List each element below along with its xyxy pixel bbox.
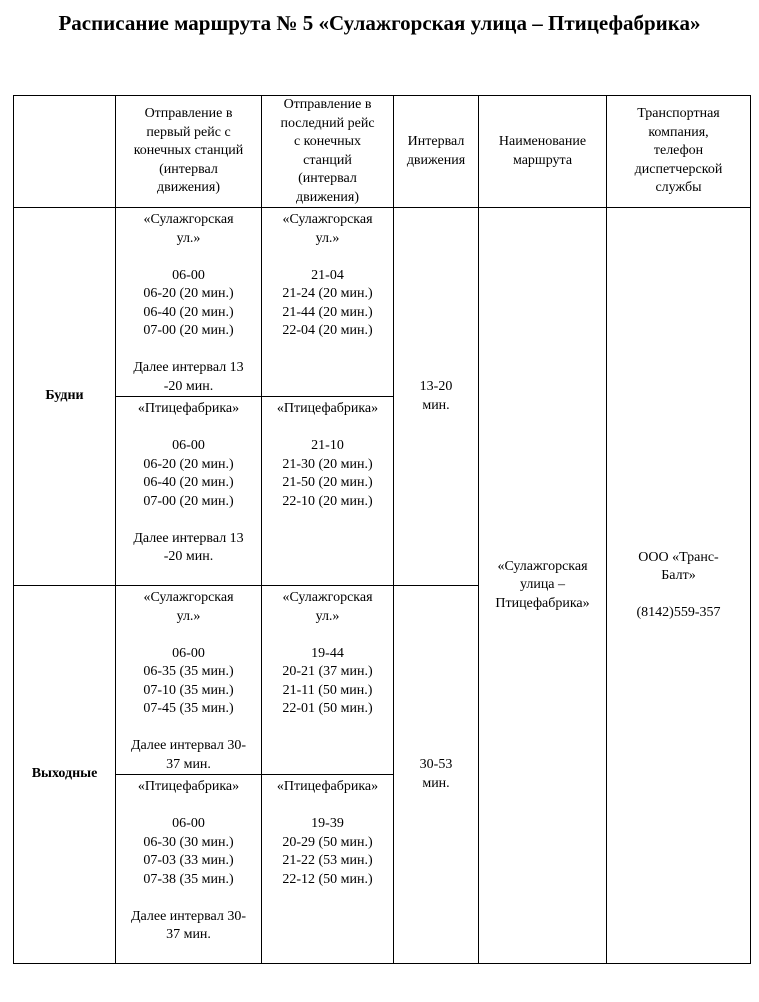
text-line: Птицефабрика» xyxy=(495,595,590,611)
text-line: движения xyxy=(406,152,466,168)
weekdays-stop1-first xyxy=(116,208,262,397)
text-line: Балт» xyxy=(661,568,696,583)
interval-note: Далее интервал 30- xyxy=(130,908,247,924)
header-company xyxy=(607,96,751,208)
departure-time: 07-38 (35 мин.) xyxy=(143,871,234,887)
departure-time: 19-39 xyxy=(311,816,344,831)
text-line: 13-20 xyxy=(419,379,453,394)
departure-time: 07-03 (33 мин.) xyxy=(143,853,234,868)
departure-time: 06-00 xyxy=(172,816,205,831)
departure-time: 21-30 (20 мин.) xyxy=(282,456,373,472)
departure-time: 21-24 (20 мин.) xyxy=(282,286,373,301)
interval-note: 37 мин. xyxy=(166,756,211,772)
text-line: ООО «Транс- xyxy=(638,549,719,565)
text-line: конечных станций xyxy=(133,143,244,159)
interval-note: -20 мин. xyxy=(163,378,214,394)
stop-name: «Сулажгорская xyxy=(282,590,373,605)
departure-time: 20-29 (50 мин.) xyxy=(282,834,373,850)
departure-time: 06-00 xyxy=(172,438,205,453)
weekdays-stop1-last xyxy=(262,208,394,397)
header-last-departure xyxy=(262,96,394,208)
page-title: Расписание маршрута № 5 «Сулажгорская улица – Птицефабрика» xyxy=(58,11,701,35)
stop-name: «Птицефабрика» xyxy=(276,779,379,794)
departure-time: 06-35 (35 мин.) xyxy=(143,664,234,679)
departure-time: 22-01 (50 мин.) xyxy=(282,701,373,716)
interval-note: Далее интервал 13 xyxy=(133,530,244,546)
text-line: маршрута xyxy=(512,152,573,168)
weekends-interval xyxy=(394,586,479,964)
stop-name: ул.» xyxy=(315,230,340,246)
schedule-table xyxy=(13,95,751,964)
interval-note: Далее интервал 30- xyxy=(130,738,247,753)
text-line: Отправление в xyxy=(283,97,372,112)
text-line: последний рейс xyxy=(280,115,375,131)
stop-name: «Сулажгорская xyxy=(143,212,234,227)
departure-time: 06-20 (20 мин.) xyxy=(143,456,234,472)
departure-time: 21-44 (20 мин.) xyxy=(282,304,373,320)
departure-time: 21-50 (20 мин.) xyxy=(282,475,373,490)
stop-name: ул.» xyxy=(176,608,201,624)
departure-time: 22-10 (20 мин.) xyxy=(282,493,373,509)
text-line: (интервал xyxy=(298,171,357,186)
text-line: диспетчерской xyxy=(634,161,723,177)
interval-note: Далее интервал 13 xyxy=(133,360,244,375)
text-line: мин. xyxy=(422,775,450,791)
stop-name: «Птицефабрика» xyxy=(137,779,240,794)
text-line: мин. xyxy=(422,397,450,413)
departure-time: 07-10 (35 мин.) xyxy=(143,682,234,698)
text-line: Интервал xyxy=(407,134,465,149)
stop-name: «Сулажгорская xyxy=(143,590,234,605)
text-line: первый рейс с xyxy=(146,124,231,140)
text-line: компания, xyxy=(648,124,709,140)
company-cell xyxy=(607,208,751,964)
departure-time: 06-00 xyxy=(172,645,205,661)
departure-time: 21-11 (50 мин.) xyxy=(282,682,373,698)
weekends-label: Выходные xyxy=(14,586,116,964)
departure-time: 07-00 (20 мин.) xyxy=(143,323,234,338)
weekends-stop2-first xyxy=(116,775,262,964)
departure-time: 22-12 (50 мин.) xyxy=(282,871,373,887)
text-line: улица – xyxy=(519,577,566,593)
departure-time: 06-20 (20 мин.) xyxy=(143,286,234,301)
departure-time: 21-04 xyxy=(311,267,344,283)
departure-time: 07-00 (20 мин.) xyxy=(143,493,234,509)
company-phone: (8142)559-357 xyxy=(636,605,721,620)
text-line: Отправление в xyxy=(144,106,233,122)
weekdays-row-1 xyxy=(14,208,751,397)
weekdays-stop2-first xyxy=(116,397,262,586)
weekdays-interval xyxy=(394,208,479,586)
stop-name: «Сулажгорская xyxy=(282,212,373,227)
weekdays-label: Будни xyxy=(14,208,116,586)
departure-time: 22-04 (20 мин.) xyxy=(282,323,373,338)
departure-time: 07-45 (35 мин.) xyxy=(143,701,234,716)
departure-time: 06-40 (20 мин.) xyxy=(143,475,234,490)
departure-time: 20-21 (37 мин.) xyxy=(282,664,373,679)
stop-name: «Птицефабрика» xyxy=(276,401,379,416)
departure-time: 21-10 xyxy=(311,438,344,453)
text-line: «Сулажгорская xyxy=(497,558,588,574)
text-line: телефон xyxy=(653,143,704,159)
company-name xyxy=(613,549,744,586)
text-line: (интервал xyxy=(159,161,218,177)
interval-note: -20 мин. xyxy=(163,549,214,564)
text-line: движения) xyxy=(156,180,220,196)
header-interval xyxy=(394,96,479,208)
departure-time: 19-44 xyxy=(311,645,344,661)
text-line: службы xyxy=(655,180,702,196)
departure-time: 21-22 (53 мин.) xyxy=(282,853,373,868)
text-line: Транспортная xyxy=(637,106,720,122)
weekends-stop1-last xyxy=(262,586,394,775)
header-row xyxy=(14,96,751,208)
route-name-cell xyxy=(479,208,607,964)
header-empty xyxy=(14,96,116,208)
weekends-stop1-first xyxy=(116,586,262,775)
interval-note: 37 мин. xyxy=(166,927,211,942)
stop-name: «Птицефабрика» xyxy=(137,401,240,416)
header-first-departure xyxy=(116,96,262,208)
text-line: станций xyxy=(303,152,352,168)
stop-name: ул.» xyxy=(176,230,201,246)
weekends-stop2-last xyxy=(262,775,394,964)
text-line: с конечных xyxy=(293,134,362,149)
text-line: Наименование xyxy=(498,134,587,149)
header-route-name xyxy=(479,96,607,208)
weekdays-stop2-last xyxy=(262,397,394,586)
departure-time: 06-40 (20 мин.) xyxy=(143,304,234,320)
text-line: 30-53 xyxy=(419,757,453,772)
departure-time: 06-30 (30 мин.) xyxy=(143,834,234,850)
text-line: движения) xyxy=(295,189,359,205)
departure-time: 06-00 xyxy=(172,267,205,283)
stop-name: ул.» xyxy=(315,608,340,624)
